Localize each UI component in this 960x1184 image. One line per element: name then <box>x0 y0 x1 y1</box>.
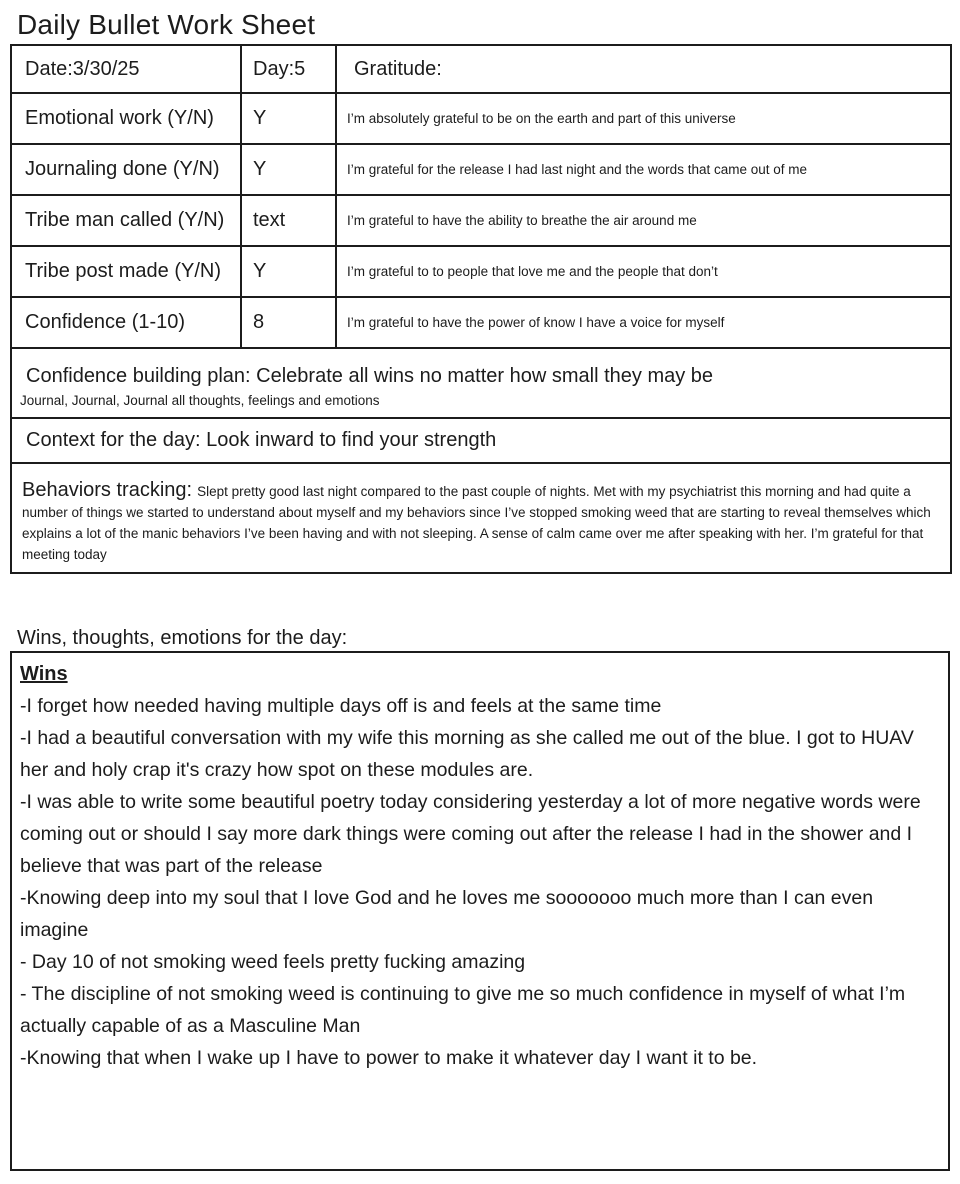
context-row <box>11 418 951 463</box>
gratitude-header-cell: Gratitude: <box>336 45 951 93</box>
confidence-plan-cell <box>11 348 951 418</box>
behaviors-label: Behaviors tracking: <box>22 479 193 501</box>
wins-section-heading: Wins, thoughts, emotions for the day: <box>17 627 348 649</box>
row-label: Tribe man called (Y/N) <box>11 195 241 246</box>
confidence-plan-note: Journal, Journal, Journal all thoughts, feelings and emotions <box>20 393 380 408</box>
behaviors-text: Slept pretty good last night compared to the past couple of nights. Met with my psychiatrist this morning and had quite a number of things we started to understand about myself and my behaviors since I’ve stopped smoking weed that are starting to reveal themselves which explains a lot of the manic behaviors I’ve been having and with not sleeping. A sense of calm came over me after speaking with her. I’m grateful for that meeting today <box>22 484 931 562</box>
row-label: Emotional work (Y/N) <box>11 93 241 144</box>
win-item: -Knowing that when I wake up I have to power to make it whatever day I want it to be. <box>20 1047 758 1069</box>
win-item: -Knowing deep into my soul that I love God and he loves me sooooooo much more than I can even imagine <box>20 887 874 941</box>
row-gratitude: I’m grateful to have the power of know I have a voice for myself <box>336 297 951 348</box>
row-value: text <box>241 195 336 246</box>
win-item: -I forget how needed having multiple days off is and feels at the same time <box>20 695 662 717</box>
row-gratitude: I’m grateful to to people that love me and the people that don’t <box>336 246 951 297</box>
context-cell: Context for the day: Look inward to find your strength <box>11 418 951 463</box>
row-label: Journaling done (Y/N) <box>11 144 241 195</box>
tracker-header-row <box>11 45 951 93</box>
tracker-row-confidence <box>11 297 951 348</box>
tracker-row-tribe-post-made <box>11 246 951 297</box>
row-value: Y <box>241 144 336 195</box>
tracker-row-emotional-work <box>11 93 951 144</box>
win-item: - The discipline of not smoking weed is continuing to give me so much confidence in myself of what I’m actually capable of as a Masculine Man <box>20 983 906 1037</box>
row-value: Y <box>241 93 336 144</box>
win-item: -I was able to write some beautiful poetry today considering yesterday a lot of more negative words were coming out or should I say more dark things were coming out after the release I had in the shower and I believe that was part of the release <box>20 791 921 877</box>
row-value: 8 <box>241 297 336 348</box>
row-value: Y <box>241 246 336 297</box>
row-gratitude: I’m grateful for the release I had last night and the words that came out of me <box>336 144 951 195</box>
behaviors-row <box>11 463 951 573</box>
row-gratitude: I’m grateful to have the ability to breathe the air around me <box>336 195 951 246</box>
daily-tracker-table <box>10 44 952 574</box>
win-item: -I had a beautiful conversation with my wife this morning as she called me out of the blue. I got to HUAV her and holy crap it's crazy how spot on these modules are. <box>20 727 914 781</box>
row-label: Confidence (1-10) <box>11 297 241 348</box>
tracker-row-tribe-man-called <box>11 195 951 246</box>
date-cell: Date:3/30/25 <box>11 45 241 93</box>
wins-title: Wins <box>20 663 68 685</box>
win-item: - Day 10 of not smoking weed feels pretty fucking amazing <box>20 951 526 973</box>
row-gratitude: I’m absolutely grateful to be on the earth and part of this universe <box>336 93 951 144</box>
row-label: Tribe post made (Y/N) <box>11 246 241 297</box>
wins-box <box>10 651 950 1171</box>
tracker-row-journaling <box>11 144 951 195</box>
behaviors-paragraph <box>22 480 938 565</box>
page-title: Daily Bullet Work Sheet <box>17 9 316 40</box>
behaviors-cell <box>11 463 951 573</box>
confidence-plan-row <box>11 348 951 418</box>
confidence-plan-heading: Confidence building plan: Celebrate all wins no matter how small they may be <box>26 365 714 387</box>
day-cell: Day:5 <box>241 45 336 93</box>
